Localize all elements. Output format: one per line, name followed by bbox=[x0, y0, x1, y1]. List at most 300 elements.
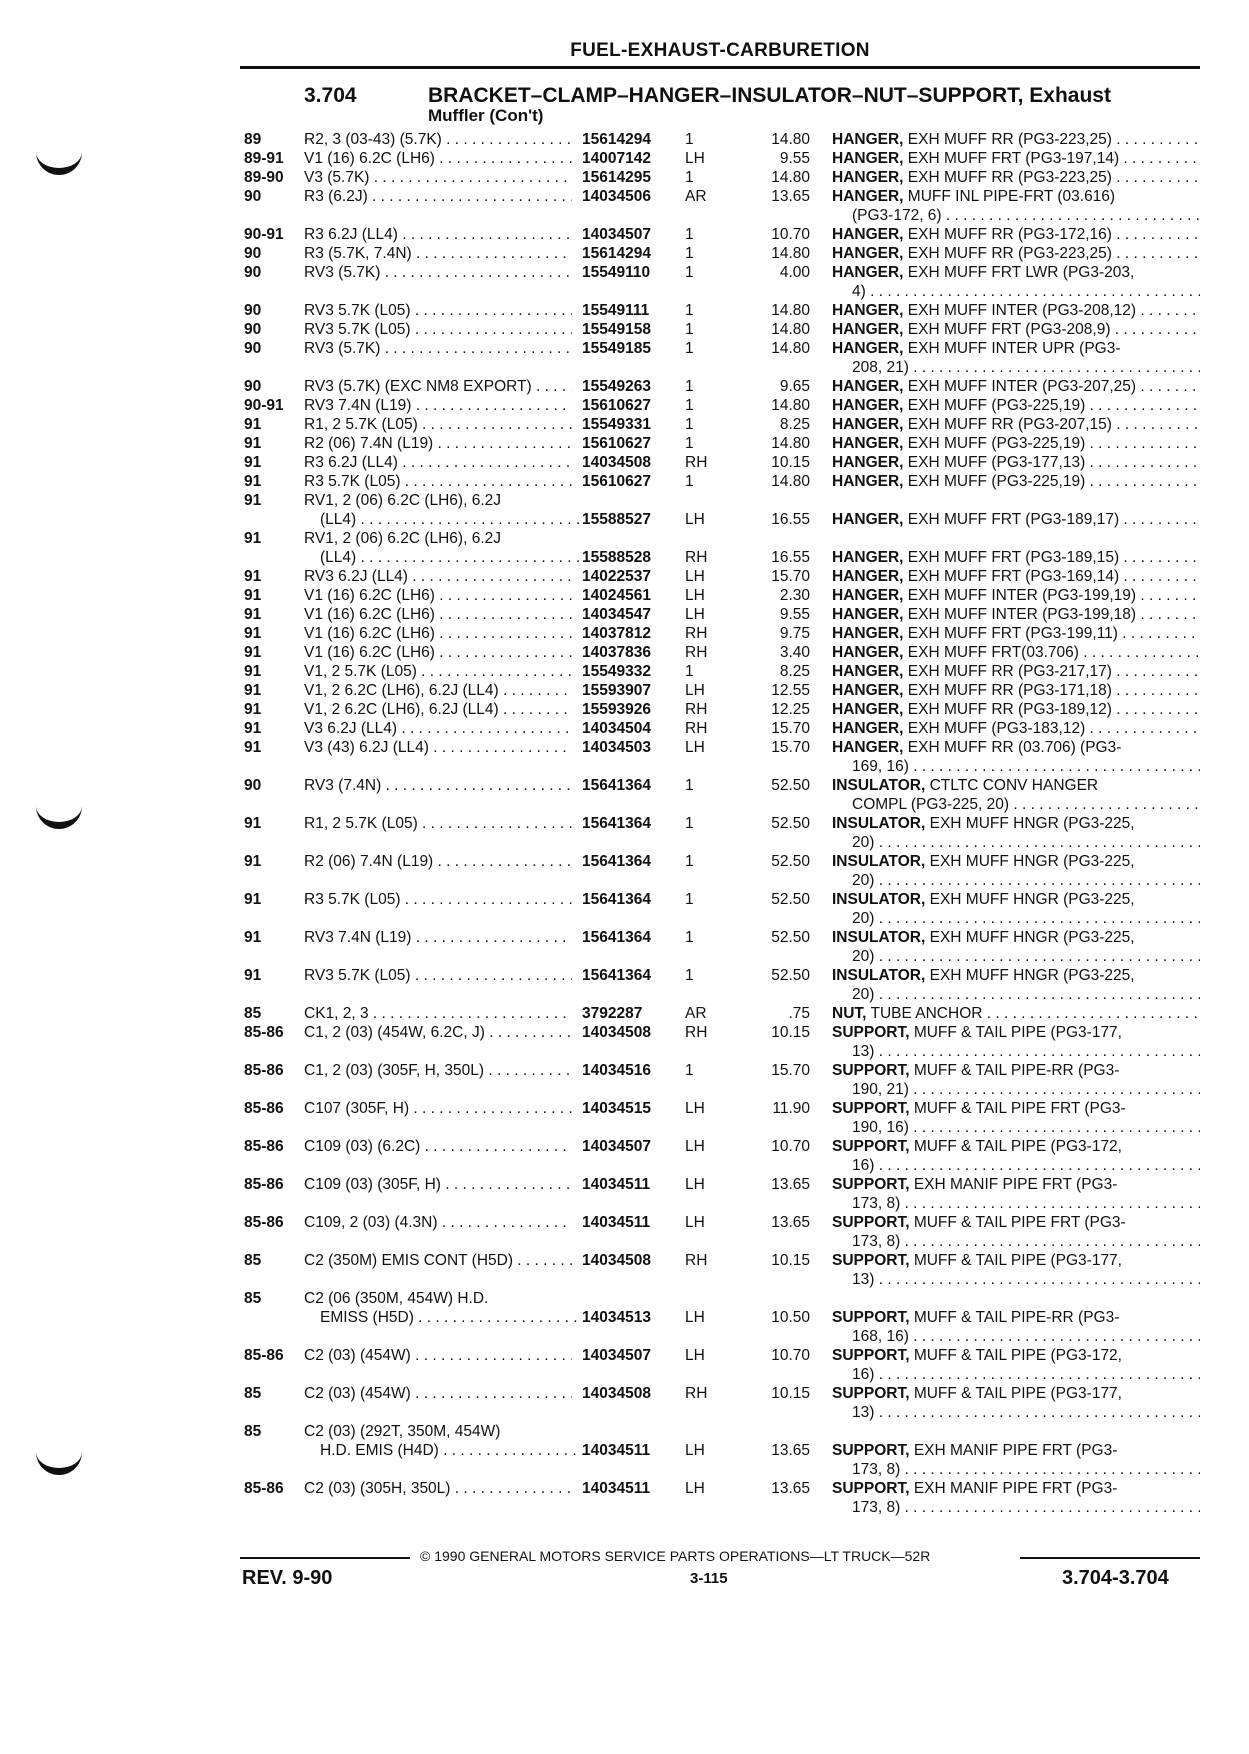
part-name-text: EXH MUFF (PG3-225,19) bbox=[907, 397, 1086, 414]
part-name-text: EXH MANIF PIPE FRT (PG3- bbox=[913, 1176, 1118, 1193]
price: 3.40 bbox=[779, 644, 810, 661]
price: 11.90 bbox=[772, 1100, 810, 1117]
part-category: INSULATOR, bbox=[832, 891, 926, 908]
price: 16.55 bbox=[771, 549, 810, 566]
usage-description: V1, 2 6.2C (LH6), 6.2J (LL4) . . . bbox=[304, 681, 572, 700]
figure-ref: 91 bbox=[244, 606, 262, 623]
figure-ref: 91 bbox=[244, 454, 262, 471]
part-name-text: EXH MUFF HNGR (PG3-225, bbox=[929, 815, 1135, 832]
part-number: 14034504 bbox=[582, 720, 651, 737]
part-name bbox=[832, 510, 1200, 529]
parts-row bbox=[0, 814, 1249, 852]
price: 15.70 bbox=[771, 1062, 810, 1079]
section-title: BRACKET–CLAMP–HANGER–INSULATOR–NUT–SUPPORT, Exhaust bbox=[428, 84, 1111, 107]
quantity: 1 bbox=[685, 131, 694, 148]
part-number: 14034547 bbox=[582, 606, 651, 623]
parts-row bbox=[0, 1289, 1249, 1345]
part-name bbox=[832, 700, 1200, 719]
usage-description: EMISS (H5D) . . . bbox=[320, 1308, 588, 1327]
part-category: SUPPORT, bbox=[832, 1480, 910, 1497]
part-name bbox=[832, 244, 1200, 263]
quantity: RH bbox=[685, 644, 708, 661]
part-name-text: 173, 8) bbox=[852, 1499, 901, 1516]
part-number: 15610627 bbox=[582, 473, 651, 490]
footer-rule-left bbox=[240, 1557, 410, 1559]
part-name bbox=[832, 719, 1200, 738]
part-name-text: (PG3-172, 6) bbox=[852, 207, 942, 224]
part-name-text: 168, 16) bbox=[852, 1328, 909, 1345]
part-name-text: EXH MUFF RR (PG3-189,12) bbox=[907, 701, 1112, 718]
part-number: 14024561 bbox=[582, 587, 651, 604]
part-name-text: 20) bbox=[852, 910, 875, 927]
part-name bbox=[832, 548, 1200, 567]
part-name bbox=[832, 776, 1200, 795]
part-number: 14034507 bbox=[582, 1347, 651, 1364]
part-name-text: EXH MUFF INTER (PG3-199,18) bbox=[907, 606, 1137, 623]
parts-row bbox=[0, 852, 1249, 890]
part-name bbox=[852, 1327, 1200, 1346]
part-name-text: EXH MUFF RR (PG3-223,25) bbox=[907, 245, 1112, 262]
quantity: LH bbox=[685, 1480, 705, 1497]
part-name-text: MUFF & TAIL PIPE (PG3-177, bbox=[913, 1385, 1122, 1402]
part-name bbox=[852, 1498, 1200, 1517]
part-number: 14034513 bbox=[582, 1309, 651, 1326]
usage-description: V3 (43) 6.2J (LL4) . . . bbox=[304, 738, 572, 757]
part-name bbox=[832, 624, 1200, 643]
figure-ref: 90 bbox=[244, 378, 262, 395]
part-name-text: MUFF & TAIL PIPE FRT (PG3- bbox=[913, 1214, 1126, 1231]
quantity: LH bbox=[685, 1442, 705, 1459]
figure-ref: 89-90 bbox=[244, 169, 284, 186]
part-number: 15588528 bbox=[582, 549, 651, 566]
part-name bbox=[832, 1346, 1200, 1365]
price: 10.70 bbox=[771, 1138, 810, 1155]
part-name-text: EXH MUFF FRT (PG3-199,11) bbox=[907, 625, 1118, 642]
part-category: HANGER, bbox=[832, 682, 904, 699]
part-name bbox=[852, 1403, 1200, 1422]
usage-description: R1, 2 5.7K (L05) . . . bbox=[304, 415, 572, 434]
figure-ref: 91 bbox=[244, 815, 262, 832]
quantity: LH bbox=[685, 606, 705, 623]
usage-description: RV3 5.7K (L05) . . . bbox=[304, 320, 572, 339]
figure-ref: 91 bbox=[244, 701, 262, 718]
part-number: 15593926 bbox=[582, 701, 651, 718]
quantity: RH bbox=[685, 1385, 708, 1402]
part-name bbox=[832, 643, 1200, 662]
part-name-text: 13) bbox=[852, 1043, 875, 1060]
quantity: LH bbox=[685, 1176, 705, 1193]
part-name bbox=[832, 1479, 1200, 1498]
usage-description: V1, 2 6.2C (LH6), 6.2J (LL4) . . . bbox=[304, 700, 572, 719]
parts-row bbox=[0, 1061, 1249, 1099]
part-name-text: 20) bbox=[852, 834, 875, 851]
usage-description: RV1, 2 (06) 6.2C (LH6), 6.2J bbox=[304, 492, 501, 509]
parts-row bbox=[0, 966, 1249, 1004]
price: 15.70 bbox=[771, 720, 810, 737]
part-category: HANGER, bbox=[832, 663, 904, 680]
part-name bbox=[852, 1365, 1200, 1384]
quantity: RH bbox=[685, 720, 708, 737]
part-category: HANGER, bbox=[832, 568, 904, 585]
quantity: RH bbox=[685, 454, 708, 471]
parts-row bbox=[0, 681, 1249, 700]
footer-page-number: 3-115 bbox=[690, 1570, 728, 1587]
part-name bbox=[832, 187, 1200, 206]
parts-row bbox=[0, 301, 1249, 320]
parts-row bbox=[0, 700, 1249, 719]
quantity: 1 bbox=[685, 967, 694, 984]
part-name bbox=[852, 1460, 1200, 1479]
price: 14.80 bbox=[771, 321, 810, 338]
part-name bbox=[852, 985, 1200, 1004]
figure-ref: 85-86 bbox=[244, 1480, 284, 1497]
parts-row bbox=[0, 396, 1249, 415]
price: 52.50 bbox=[771, 967, 810, 984]
part-name bbox=[832, 662, 1200, 681]
price: 13.65 bbox=[771, 1480, 810, 1497]
figure-ref: 91 bbox=[244, 644, 262, 661]
figure-ref: 85-86 bbox=[244, 1176, 284, 1193]
part-name bbox=[852, 1118, 1200, 1137]
usage-description: C2 (350M) EMIS CONT (H5D) . . . bbox=[304, 1251, 572, 1270]
part-name bbox=[832, 1213, 1200, 1232]
part-name bbox=[832, 168, 1200, 187]
price: 9.75 bbox=[779, 625, 810, 642]
usage-description: V3 (5.7K) . . . bbox=[304, 168, 572, 187]
figure-ref: 90 bbox=[244, 188, 262, 205]
quantity: LH bbox=[685, 1347, 705, 1364]
part-name-text: EXH MUFF FRT LWR (PG3-203, bbox=[907, 264, 1135, 281]
usage-description: H.D. EMIS (H4D) . . . bbox=[320, 1441, 588, 1460]
part-category: INSULATOR, bbox=[832, 967, 926, 984]
quantity: LH bbox=[685, 739, 705, 756]
quantity: 1 bbox=[685, 378, 694, 395]
part-category: INSULATOR, bbox=[832, 777, 926, 794]
part-number: 14034507 bbox=[582, 1138, 651, 1155]
usage-description: RV3 6.2J (LL4) . . . bbox=[304, 567, 572, 586]
price: 14.80 bbox=[771, 473, 810, 490]
quantity: 1 bbox=[685, 416, 694, 433]
usage-description: C109 (03) (305F, H) . . . bbox=[304, 1175, 572, 1194]
part-name-text: MUFF & TAIL PIPE FRT (PG3- bbox=[913, 1100, 1126, 1117]
part-name-text: 208, 21) bbox=[852, 359, 909, 376]
part-name bbox=[852, 833, 1200, 852]
usage-description: R2, 3 (03-43) (5.7K) . . . bbox=[304, 130, 572, 149]
part-number: 15614295 bbox=[582, 169, 651, 186]
usage-description: V1 (16) 6.2C (LH6) . . . bbox=[304, 624, 572, 643]
part-number: 15641364 bbox=[582, 853, 651, 870]
figure-ref: 90 bbox=[244, 302, 262, 319]
part-category: HANGER, bbox=[832, 226, 904, 243]
part-category: HANGER, bbox=[832, 549, 904, 566]
usage-description: RV3 (5.7K) . . . bbox=[304, 339, 572, 358]
part-number: 14034508 bbox=[582, 1252, 651, 1269]
usage-description: V1 (16) 6.2C (LH6) . . . bbox=[304, 605, 572, 624]
part-category: SUPPORT, bbox=[832, 1252, 910, 1269]
figure-ref: 91 bbox=[244, 739, 262, 756]
parts-row bbox=[0, 263, 1249, 301]
quantity: AR bbox=[685, 188, 707, 205]
part-number: 15549263 bbox=[582, 378, 651, 395]
part-name-text: EXH MUFF HNGR (PG3-225, bbox=[929, 929, 1135, 946]
part-category: HANGER, bbox=[832, 397, 904, 414]
price: 14.80 bbox=[771, 302, 810, 319]
part-name-text: EXH MUFF FRT(03.706) bbox=[907, 644, 1079, 661]
part-name bbox=[832, 472, 1200, 491]
part-name bbox=[852, 1156, 1200, 1175]
part-name bbox=[852, 1080, 1200, 1099]
price: 14.80 bbox=[771, 245, 810, 262]
part-number: 15641364 bbox=[582, 891, 651, 908]
part-number: 14034511 bbox=[582, 1176, 651, 1193]
part-name-text: 13) bbox=[852, 1271, 875, 1288]
part-name-text: TUBE ANCHOR bbox=[870, 1005, 983, 1022]
part-category: HANGER, bbox=[832, 473, 904, 490]
part-number: 15614294 bbox=[582, 245, 651, 262]
part-category: SUPPORT, bbox=[832, 1347, 910, 1364]
usage-description: R2 (06) 7.4N (L19) . . . bbox=[304, 852, 572, 871]
quantity: 1 bbox=[685, 245, 694, 262]
part-name-text: EXH MUFF FRT (PG3-169,14) bbox=[907, 568, 1120, 585]
figure-ref: 85 bbox=[244, 1385, 262, 1402]
part-name-text: EXH MUFF HNGR (PG3-225, bbox=[929, 967, 1135, 984]
part-category: HANGER, bbox=[832, 340, 904, 357]
figure-ref: 90-91 bbox=[244, 226, 284, 243]
quantity: RH bbox=[685, 549, 708, 566]
quantity: 1 bbox=[685, 1062, 694, 1079]
part-name bbox=[832, 605, 1200, 624]
part-name bbox=[832, 1099, 1200, 1118]
figure-ref: 85-86 bbox=[244, 1138, 284, 1155]
usage-description: V1, 2 5.7K (L05) . . . bbox=[304, 662, 572, 681]
quantity: LH bbox=[685, 587, 705, 604]
part-category: SUPPORT, bbox=[832, 1100, 910, 1117]
usage-description: V1 (16) 6.2C (LH6) . . . bbox=[304, 149, 572, 168]
usage-description: R3 6.2J (LL4) . . . bbox=[304, 225, 572, 244]
part-name-text: 20) bbox=[852, 948, 875, 965]
part-number: 15549185 bbox=[582, 340, 651, 357]
usage-description: R3 (5.7K, 7.4N) . . . bbox=[304, 244, 572, 263]
part-name-text: EXH MANIF PIPE FRT (PG3- bbox=[913, 1442, 1118, 1459]
usage-description: RV3 (7.4N) . . . bbox=[304, 776, 572, 795]
part-name bbox=[832, 1384, 1200, 1403]
part-name bbox=[852, 757, 1200, 776]
figure-ref: 85 bbox=[244, 1005, 262, 1022]
part-category: INSULATOR, bbox=[832, 853, 926, 870]
part-name-text: 4) bbox=[852, 283, 866, 300]
price: 10.70 bbox=[771, 226, 810, 243]
part-category: HANGER, bbox=[832, 625, 904, 642]
price: 14.80 bbox=[771, 131, 810, 148]
part-name-text: EXH MUFF INTER (PG3-208,12) bbox=[907, 302, 1137, 319]
parts-row bbox=[0, 1213, 1249, 1251]
usage-description: C2 (03) (454W) . . . bbox=[304, 1384, 572, 1403]
part-category: HANGER, bbox=[832, 701, 904, 718]
part-number: 14037836 bbox=[582, 644, 651, 661]
figure-ref: 91 bbox=[244, 720, 262, 737]
price: 52.50 bbox=[771, 777, 810, 794]
part-name bbox=[832, 1061, 1200, 1080]
price: 10.15 bbox=[771, 1385, 810, 1402]
part-number: 15549110 bbox=[582, 264, 651, 281]
parts-row bbox=[0, 1422, 1249, 1478]
part-category: HANGER, bbox=[832, 378, 904, 395]
price: 10.50 bbox=[771, 1309, 810, 1326]
quantity: 1 bbox=[685, 663, 694, 680]
part-name-text: MUFF & TAIL PIPE (PG3-177, bbox=[913, 1024, 1122, 1041]
usage-description: RV3 7.4N (L19) . . . bbox=[304, 928, 572, 947]
quantity: LH bbox=[685, 1214, 705, 1231]
part-name-text: 190, 21) bbox=[852, 1081, 909, 1098]
section-number: 3.704 bbox=[304, 84, 357, 107]
part-number: 15641364 bbox=[582, 967, 651, 984]
part-name-text: EXH MUFF FRT (PG3-189,15) bbox=[907, 549, 1120, 566]
part-category: HANGER, bbox=[832, 435, 904, 452]
part-name-text: MUFF & TAIL PIPE (PG3-172, bbox=[913, 1138, 1122, 1155]
usage-description: C1, 2 (03) (454W, 6.2C, J) . . . bbox=[304, 1023, 572, 1042]
quantity: 1 bbox=[685, 226, 694, 243]
part-category: HANGER, bbox=[832, 264, 904, 281]
price: 8.25 bbox=[779, 663, 810, 680]
part-number: 15588527 bbox=[582, 511, 651, 528]
figure-ref: 90 bbox=[244, 777, 262, 794]
quantity: 1 bbox=[685, 777, 694, 794]
part-name bbox=[832, 1251, 1200, 1270]
parts-row bbox=[0, 776, 1249, 814]
figure-ref: 91 bbox=[244, 587, 262, 604]
part-name-text: EXH MANIF PIPE FRT (PG3- bbox=[913, 1480, 1118, 1497]
usage-description: RV3 (5.7K) (EXC NM8 EXPORT) . . . bbox=[304, 377, 572, 396]
part-name-text: EXH MUFF RR (PG3-223,25) bbox=[907, 169, 1112, 186]
usage-description: RV1, 2 (06) 6.2C (LH6), 6.2J bbox=[304, 530, 501, 547]
part-name-text: EXH MUFF INTER (PG3-207,25) bbox=[907, 378, 1137, 395]
footer-section-range: 3.704-3.704 bbox=[1062, 1567, 1169, 1589]
quantity: 1 bbox=[685, 929, 694, 946]
part-name bbox=[832, 814, 1200, 833]
figure-ref: 91 bbox=[244, 967, 262, 984]
part-name bbox=[832, 1004, 1200, 1023]
quantity: RH bbox=[685, 1024, 708, 1041]
quantity: 1 bbox=[685, 169, 694, 186]
quantity: 1 bbox=[685, 264, 694, 281]
part-number: 15641364 bbox=[582, 777, 651, 794]
quantity: LH bbox=[685, 568, 705, 585]
part-name bbox=[832, 1137, 1200, 1156]
usage-description: C109, 2 (03) (4.3N) . . . bbox=[304, 1213, 572, 1232]
part-name-text: MUFF & TAIL PIPE-RR (PG3- bbox=[913, 1062, 1120, 1079]
price: 15.70 bbox=[771, 739, 810, 756]
part-name bbox=[832, 130, 1200, 149]
price: 10.15 bbox=[771, 454, 810, 471]
part-category: HANGER, bbox=[832, 169, 904, 186]
part-name bbox=[832, 681, 1200, 700]
figure-ref: 91 bbox=[244, 568, 262, 585]
parts-row bbox=[0, 168, 1249, 187]
part-name bbox=[832, 586, 1200, 605]
part-name-text: EXH MUFF (PG3-183,12) bbox=[907, 720, 1086, 737]
figure-ref: 85-86 bbox=[244, 1214, 284, 1231]
part-category: HANGER, bbox=[832, 321, 904, 338]
part-number: 15593907 bbox=[582, 682, 651, 699]
part-category: HANGER, bbox=[832, 302, 904, 319]
part-number: 3792287 bbox=[582, 1005, 643, 1022]
part-number: 15614294 bbox=[582, 131, 651, 148]
part-name bbox=[852, 909, 1200, 928]
quantity: 1 bbox=[685, 815, 694, 832]
part-name-text: EXH MUFF FRT (PG3-197,14) bbox=[907, 150, 1120, 167]
part-name-text: EXH MUFF RR (PG3-171,18) bbox=[907, 682, 1112, 699]
part-number: 14034511 bbox=[582, 1442, 651, 1459]
usage-description: R1, 2 5.7K (L05) . . . bbox=[304, 814, 572, 833]
part-name-text: 190, 16) bbox=[852, 1119, 909, 1136]
usage-description: RV3 5.7K (L05) . . . bbox=[304, 301, 572, 320]
parts-row bbox=[0, 377, 1249, 396]
part-name bbox=[852, 1194, 1200, 1213]
part-name bbox=[852, 206, 1200, 225]
usage-description: (LL4) . . . bbox=[320, 548, 588, 567]
part-number: 14034511 bbox=[582, 1480, 651, 1497]
part-name bbox=[832, 852, 1200, 871]
usage-description: RV3 7.4N (L19) . . . bbox=[304, 396, 572, 415]
part-category: SUPPORT, bbox=[832, 1442, 910, 1459]
parts-row bbox=[0, 567, 1249, 586]
price: 9.65 bbox=[779, 378, 810, 395]
part-number: 14034508 bbox=[582, 454, 651, 471]
section-subtitle: Muffler (Con't) bbox=[428, 106, 544, 125]
price: 52.50 bbox=[771, 815, 810, 832]
usage-description: V3 6.2J (LL4) . . . bbox=[304, 719, 572, 738]
part-name-text: 16) bbox=[852, 1157, 875, 1174]
part-number: 14034508 bbox=[582, 1024, 651, 1041]
figure-ref: 85-86 bbox=[244, 1347, 284, 1364]
parts-row bbox=[0, 738, 1249, 776]
figure-ref: 91 bbox=[244, 530, 262, 547]
part-name bbox=[832, 434, 1200, 453]
figure-ref: 90-91 bbox=[244, 397, 284, 414]
price: 9.55 bbox=[779, 150, 810, 167]
parts-row bbox=[0, 1004, 1249, 1023]
usage-description: C2 (03) (292T, 350M, 454W) bbox=[304, 1423, 501, 1440]
parts-row bbox=[0, 453, 1249, 472]
figure-ref: 85 bbox=[244, 1290, 262, 1307]
part-number: 15549111 bbox=[582, 302, 650, 319]
parts-row bbox=[0, 187, 1249, 225]
part-name-text: 16) bbox=[852, 1366, 875, 1383]
parts-row bbox=[0, 624, 1249, 643]
part-name-text: EXH MUFF RR (PG3-207,15) bbox=[907, 416, 1112, 433]
part-number: 14022537 bbox=[582, 568, 651, 585]
parts-row bbox=[0, 662, 1249, 681]
parts-row bbox=[0, 130, 1249, 149]
parts-row bbox=[0, 1023, 1249, 1061]
price: 13.65 bbox=[771, 188, 810, 205]
figure-ref: 91 bbox=[244, 625, 262, 642]
part-category: HANGER, bbox=[832, 131, 904, 148]
footer-revision: REV. 9-90 bbox=[242, 1567, 333, 1589]
usage-description: R3 5.7K (L05) . . . bbox=[304, 890, 572, 909]
figure-ref: 89 bbox=[244, 131, 262, 148]
usage-description: V1 (16) 6.2C (LH6) . . . bbox=[304, 643, 572, 662]
price: 13.65 bbox=[771, 1214, 810, 1231]
parts-row bbox=[0, 890, 1249, 928]
part-category: SUPPORT, bbox=[832, 1385, 910, 1402]
quantity: RH bbox=[685, 625, 708, 642]
parts-row bbox=[0, 643, 1249, 662]
part-name bbox=[832, 149, 1200, 168]
quantity: 1 bbox=[685, 321, 694, 338]
part-category: HANGER, bbox=[832, 245, 904, 262]
quantity: LH bbox=[685, 511, 705, 528]
